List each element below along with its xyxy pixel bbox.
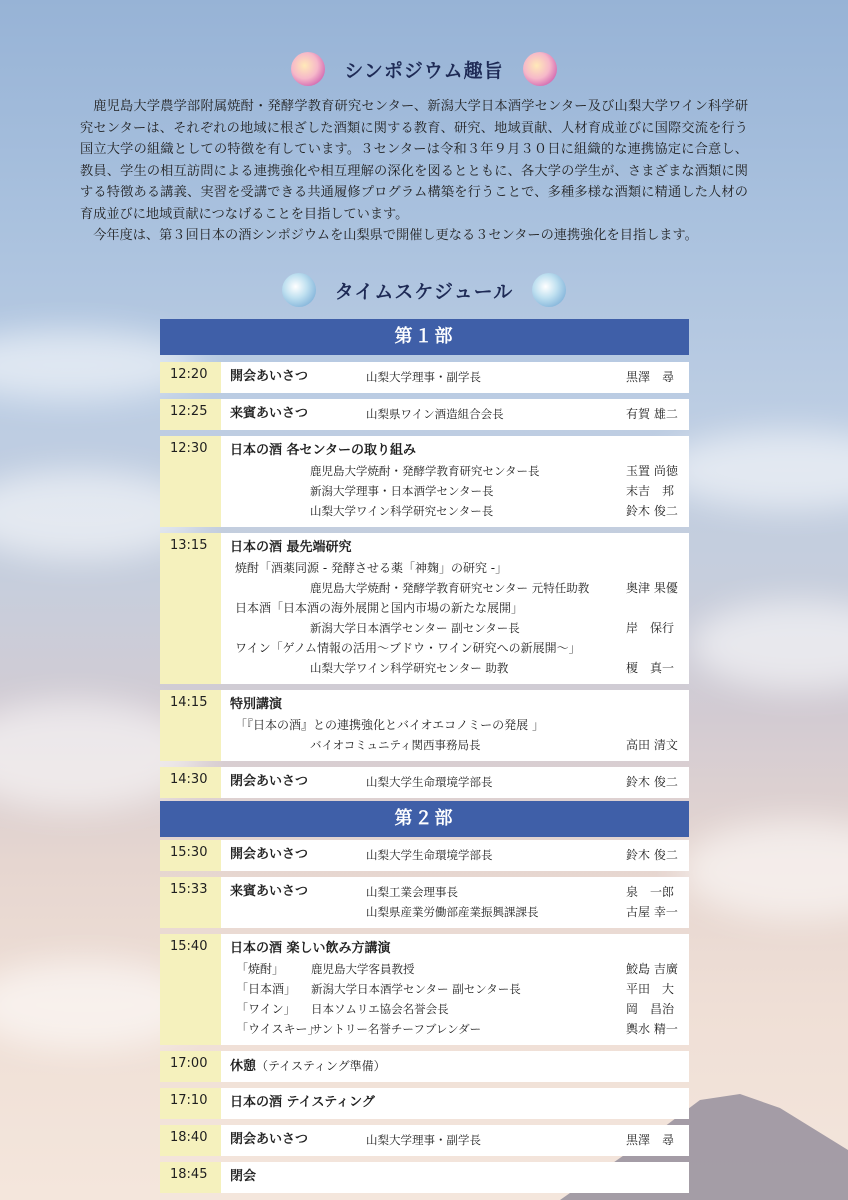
schedule-title: タイムスケジュール <box>334 280 514 303</box>
row-time: 18:45 <box>160 1162 221 1193</box>
part1-bar: 第１部 <box>160 319 689 355</box>
part2-bar: 第２部 <box>160 801 689 837</box>
speaker-name: 高田 清文 <box>626 738 678 752</box>
schedule-row <box>160 877 689 928</box>
speaker-org: 新潟大学日本酒学センター 副センター長 <box>310 621 520 635</box>
row-name: 有賀 雄二 <box>626 407 678 421</box>
schedule-row <box>160 399 689 430</box>
part2-schedule <box>160 801 689 1193</box>
part1-schedule <box>160 319 689 835</box>
row-time: 14:15 <box>160 690 221 761</box>
speaker-name: 榎 真一 <box>626 661 675 675</box>
schedule-row <box>160 840 689 871</box>
speaker-name: 鈴木 俊二 <box>626 504 678 518</box>
speaker-name: 末吉 邦 <box>626 484 675 498</box>
speaker-org: 日本ソムリエ協会名誉会長 <box>311 1002 449 1016</box>
speaker-org: 鹿児島大学客員教授 <box>311 962 415 976</box>
row-title: 閉会あいさつ <box>230 774 309 789</box>
drink-label: 「ワイン」 <box>236 1002 296 1016</box>
row-org: 山梨大学理事・副学長 <box>366 1133 481 1147</box>
row-time: 13:15 <box>160 533 221 684</box>
row-title: 開会あいさつ <box>230 847 309 862</box>
row-title: 日本の酒 各センターの取り組み <box>230 443 417 458</box>
row-title: 日本の酒 テイスティング <box>230 1095 375 1110</box>
row-time: 15:30 <box>160 840 221 871</box>
speaker-org: 鹿児島大学焼酎・発酵学教育研究センター 元特任助教 <box>310 581 590 595</box>
drink-label: 「日本酒」 <box>236 982 297 996</box>
drink-label: 「焼酎」 <box>236 962 285 976</box>
row-time: 12:30 <box>160 436 221 527</box>
row-time: 15:40 <box>160 934 221 1045</box>
speaker-org: 山梨大学ワイン科学研究センター長 <box>310 504 494 518</box>
intro-paragraph: 鹿児島大学農学部附属焼酎・発酵学教育研究センター、新潟大学日本酒学センター及び山梨大学ワイン科学研究センターは、それぞれの地域に根ざした酒類に関する教育、研究、地域貢献、人材育成並びに国際交流を行う国立大学の組織としての特徴を有しています。３センターは令和３年９月３０日に組織的な連携協定に合意し、教員、学生の相互訪問による連携強化や相互理解の深化を図るとともに、各大学の学生が、さまざまな酒類に関する特徴ある講義、実習を受講できる共通履修プログラム構築を行うことで、多種多様な酒類に精通した人材の育成並びに地域貢献につなげることを目指しています。 <box>80 99 748 222</box>
schedule-header <box>0 273 848 307</box>
schedule-row <box>160 362 689 393</box>
row-time: 12:20 <box>160 362 221 393</box>
intro-header <box>0 52 848 86</box>
speaker-org: バイオコミュニティ関西事務局長 <box>310 738 481 752</box>
intro-title: シンポジウム趣旨 <box>344 59 504 82</box>
orb-icon <box>282 273 316 307</box>
schedule-row <box>160 934 689 1045</box>
row-org: 山梨県産業労働部産業振興課課長 <box>366 905 539 919</box>
speaker-name: 奥津 果優 <box>626 581 678 595</box>
row-time: 17:00 <box>160 1051 221 1082</box>
row-title: 閉会 <box>230 1169 257 1184</box>
row-org: 山梨大学生命環境学部長 <box>366 848 493 862</box>
speaker-name: 岡 昌治 <box>626 1002 675 1016</box>
speaker-org: 鹿児島大学焼酎・発酵学教育研究センター長 <box>310 464 540 478</box>
schedule-row <box>160 690 689 761</box>
talk-topic: 日本酒「日本酒の海外展開と国内市場の新たな展開」 <box>235 601 524 615</box>
schedule-row <box>160 436 689 527</box>
drink-label: 「ウイスキー」 <box>236 1022 320 1036</box>
speaker-org: 山梨大学ワイン科学研究センター 助教 <box>310 661 509 675</box>
speaker-org: 新潟大学日本酒学センター 副センター長 <box>311 982 521 996</box>
row-title: 閉会あいさつ <box>230 1132 309 1147</box>
row-name: 鈴木 俊二 <box>626 848 678 862</box>
speaker-name: 平田 大 <box>626 982 675 996</box>
row-time: 15:33 <box>160 877 221 928</box>
row-name: 黒澤 尋 <box>626 1133 675 1147</box>
orb-icon <box>523 52 557 86</box>
row-title: 日本の酒 楽しい飲み方講演 <box>230 941 391 956</box>
row-time: 17:10 <box>160 1088 221 1119</box>
row-time: 18:40 <box>160 1125 221 1156</box>
row-org: 山梨大学理事・副学長 <box>366 370 481 384</box>
row-name: 黒澤 尋 <box>626 370 675 384</box>
speaker-name: 玉置 尚徳 <box>626 464 678 478</box>
speaker-name: 岸 保行 <box>626 621 675 635</box>
row-org: 山梨大学生命環境学部長 <box>366 775 493 789</box>
row-time: 12:25 <box>160 399 221 430</box>
schedule-row <box>160 1162 689 1193</box>
row-title: 来賓あいさつ <box>230 884 309 899</box>
speaker-org: サントリー名誉チーフブレンダー <box>311 1022 482 1036</box>
row-title: 特別講演 <box>230 697 283 712</box>
orb-icon <box>532 273 566 307</box>
row-time: 14:30 <box>160 767 221 798</box>
schedule-row <box>160 1125 689 1156</box>
row-note: （テイスティング準備） <box>256 1059 386 1073</box>
row-org: 山梨工業会理事長 <box>366 885 458 899</box>
row-title: 来賓あいさつ <box>230 406 309 421</box>
schedule-row <box>160 1051 689 1082</box>
speaker-name: 鮫島 吉廣 <box>626 962 678 976</box>
speaker-name: 輿水 精一 <box>626 1022 678 1036</box>
orb-icon <box>291 52 325 86</box>
schedule-row <box>160 1088 689 1119</box>
row-name: 古屋 幸一 <box>626 905 678 919</box>
intro-paragraph: 今年度は、第３回日本の酒シンポジウムを山梨県で開催し更なる３センターの連携強化を目指します。 <box>93 228 698 243</box>
schedule-row <box>160 767 689 798</box>
row-title: 開会あいさつ <box>230 369 309 384</box>
talk-topic: ワイン「ゲノム情報の活用～ブドウ・ワイン研究への新展開～」 <box>235 641 581 655</box>
schedule-row <box>160 533 689 684</box>
intro-text <box>80 96 748 247</box>
row-title: 日本の酒 最先端研究 <box>230 540 352 555</box>
row-name: 泉 一郎 <box>626 885 675 899</box>
row-name: 鈴木 俊二 <box>626 775 678 789</box>
row-org: 山梨県ワイン酒造組合会長 <box>366 407 504 421</box>
speaker-org: 新潟大学理事・日本酒学センター長 <box>310 484 494 498</box>
talk-topic: 焼酎「酒薬同源 - 発酵させる薬「神麹」の研究 -」 <box>235 561 508 575</box>
row-title: 休憩 <box>230 1059 257 1074</box>
talk-topic: 「『日本の酒』との連携強化とバイオエコノミーの発展 」 <box>235 718 544 732</box>
